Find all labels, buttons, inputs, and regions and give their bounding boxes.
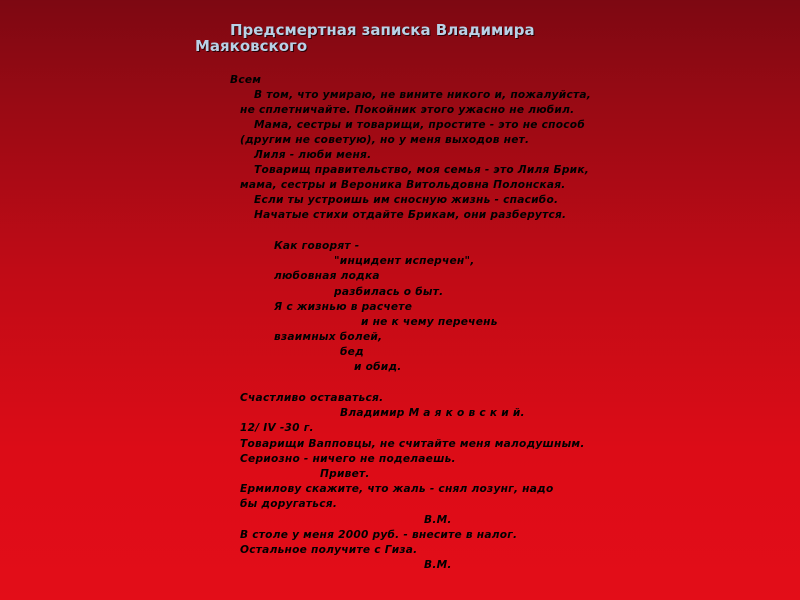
body-line: Мама, сестры и товарищи, простите - это не способ	[254, 119, 585, 131]
body-line: (другим не советую), но у меня выходов нет.	[240, 134, 530, 146]
poem-line: "инцидент исперчен",	[334, 255, 475, 267]
body-line: Товарищ правительство, моя семья - это Лиля Брик,	[254, 164, 590, 176]
poem-line: бед	[340, 346, 364, 358]
postscript-line: бы доругаться.	[240, 498, 338, 510]
poem-line: Я с жизнью в расчете	[274, 301, 413, 313]
slide-title	[195, 22, 615, 54]
signature: Владимир М а я к о в с к и й.	[340, 407, 525, 419]
poem-line: и не к чему перечень	[361, 316, 498, 328]
date: 12/ IV -30 г.	[240, 422, 314, 434]
poem-line: Как говорят -	[274, 240, 360, 252]
body-line: Начатые стихи отдайте Брикам, они разберутся.	[254, 209, 567, 221]
poem-line: и обид.	[354, 361, 402, 373]
title-line-2: Маяковского	[195, 37, 308, 55]
body-line: Лиля - люби меня.	[254, 149, 372, 161]
poem-line: разбилась о быт.	[334, 286, 444, 298]
poem-line: взаимных болей,	[274, 331, 383, 343]
body-line: не сплетничайте. Покойник этого ужасно не любил.	[240, 104, 575, 116]
title-line-1: Предсмертная записка Владимира	[230, 21, 535, 39]
farewell: Счастливо оставаться.	[240, 392, 384, 404]
body-line: В том, что умираю, не вините никого и, пожалуйста,	[254, 89, 592, 101]
poem-line: любовная лодка	[274, 270, 380, 282]
postscript-line: Сериозно - ничего не поделаешь.	[240, 453, 456, 465]
initials: В.М.	[424, 514, 452, 526]
body-line: мама, сестры и Вероника Витольдовна Полонская.	[240, 179, 566, 191]
initials: В.М.	[424, 559, 452, 571]
postscript-line: Товарищи Вапповцы, не считайте меня малодушным.	[240, 438, 585, 450]
postscript-line: В столе у меня 2000 руб. - внесите в налог.	[240, 529, 518, 541]
salutation: Всем	[230, 74, 262, 86]
postscript-line: Ермилову скажите, что жаль - снял лозунг, надо	[240, 483, 554, 495]
postscript-line: Привет.	[320, 468, 370, 480]
postscript-line: Остальное получите с Гиза.	[240, 544, 418, 556]
body-line: Если ты устроишь им сносную жизнь - спасибо.	[254, 194, 559, 206]
